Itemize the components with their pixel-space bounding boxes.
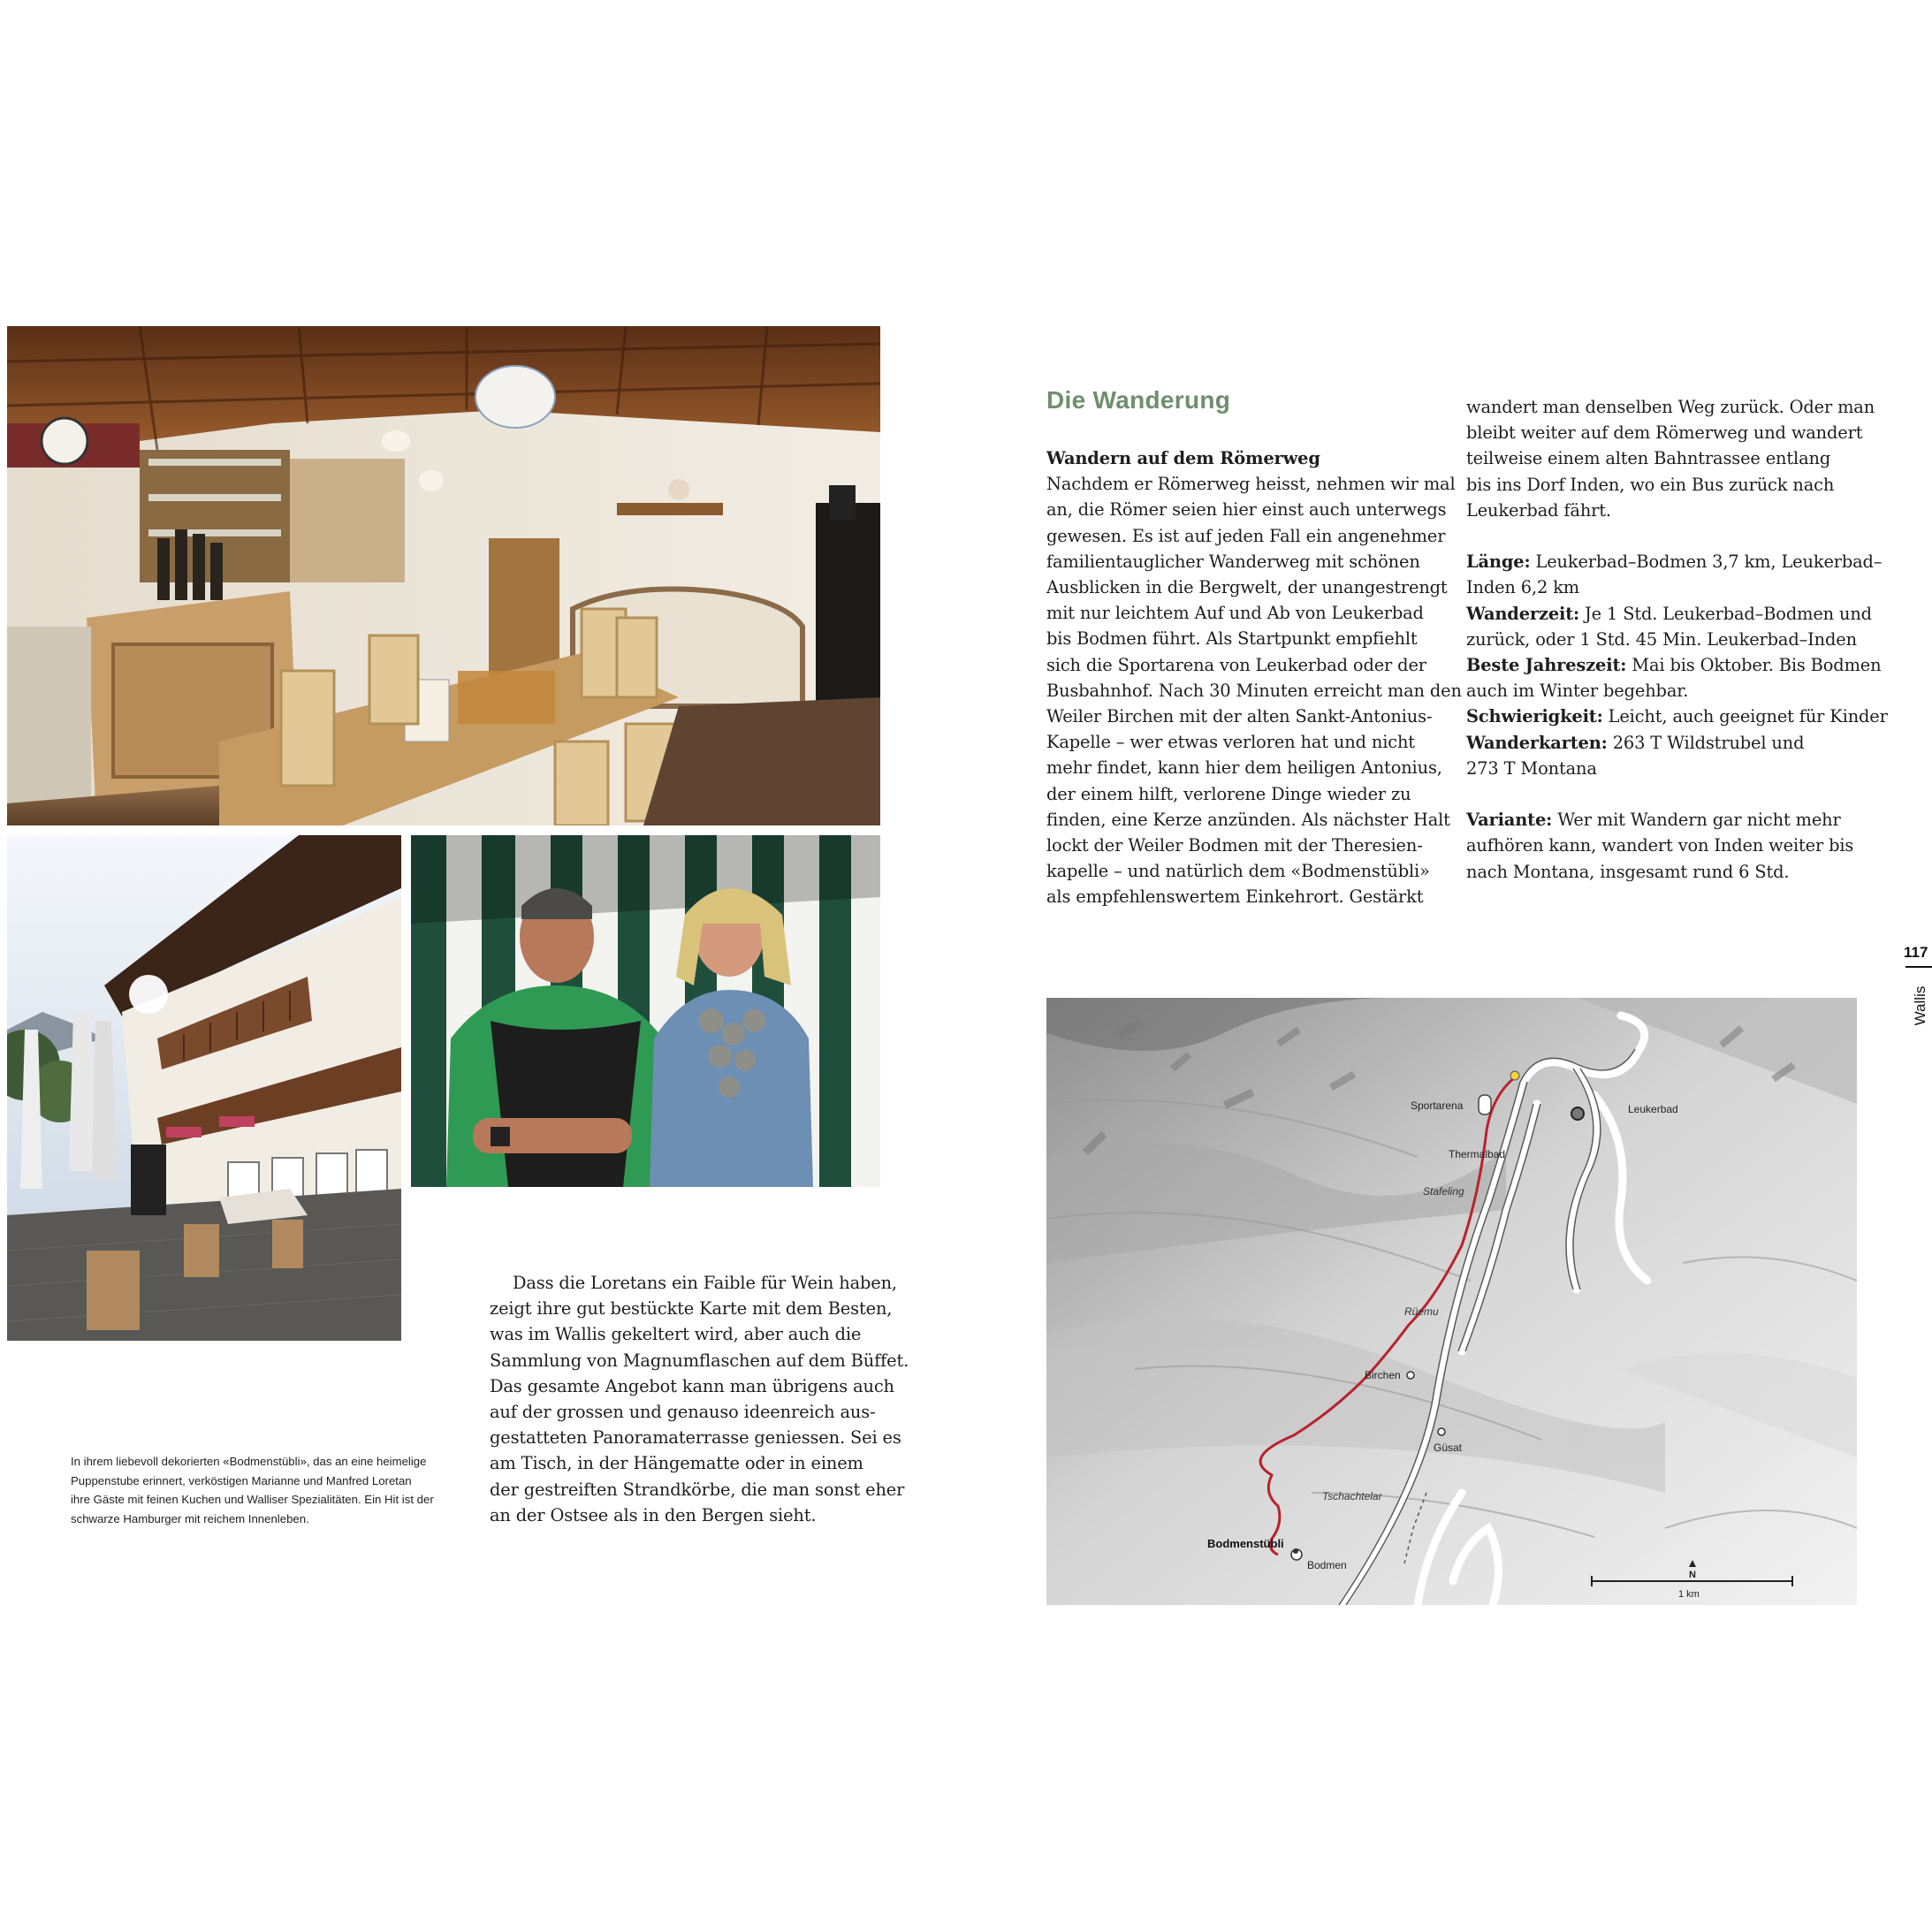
hike-line: Weiler Birchen mit der alten Sankt-Antonius-	[1046, 706, 1433, 727]
map-label-leukerbad: Leukerbad	[1628, 1103, 1678, 1115]
fact-text: Leukerbad–Bodmen 3,7 km, Leukerbad–	[1530, 551, 1883, 573]
fact-difficulty	[1466, 704, 1888, 729]
start-marker	[1510, 1071, 1519, 1080]
map-label-tschachtelar: Tschachtelar	[1322, 1490, 1382, 1502]
story-line: zeigt ihre gut bestückte Karte mit dem Besten,	[490, 1298, 893, 1320]
fact-label: Wanderzeit:	[1466, 603, 1580, 624]
bodmenstuebli-marker	[1293, 1548, 1298, 1554]
fact-cont: zurück, oder 1 Std. 45 Min. Leukerbad–Inden	[1466, 628, 1857, 650]
fact-text: 263 T Wildstrubel und	[1607, 732, 1805, 753]
hike-column-2	[1466, 394, 1888, 885]
map-label-bodmen: Bodmen	[1307, 1559, 1347, 1571]
variant-cont: nach Montana, insgesamt rund 6 Std.	[1466, 861, 1790, 882]
route-map	[1046, 998, 1857, 1605]
guesat-marker	[1438, 1428, 1445, 1435]
caption-line: schwarze Hamburger mit reichem Innenleben.	[71, 1511, 309, 1525]
section-heading: Die Wanderung	[1046, 386, 1231, 414]
scale-label: 1 km	[1678, 1589, 1700, 1600]
fact-text: Leicht, auch geeignet für Kinder	[1602, 706, 1888, 727]
hike-line: Ausblicken in die Bergwelt, der unangestrengt	[1046, 577, 1448, 598]
photo-caption	[71, 1452, 460, 1528]
story-paragraph	[490, 1270, 909, 1528]
fact-time	[1466, 601, 1888, 627]
map-label-guesat: Güsat	[1434, 1441, 1463, 1454]
map-label-bodmenstuebli: Bodmenstübli	[1207, 1537, 1284, 1550]
fact-maps	[1466, 730, 1888, 756]
fact-cont: 273 T Montana	[1466, 757, 1597, 779]
hike-line: bis ins Dorf Inden, wo ein Bus zurück nach	[1466, 474, 1835, 495]
fact-cont: auch im Winter begehbar.	[1466, 681, 1689, 702]
leukerbad-marker	[1571, 1107, 1584, 1120]
map-label-sportarena: Sportarena	[1411, 1099, 1464, 1112]
hike-line: bis Bodmen führt. Als Startpunkt empfiehlt	[1046, 628, 1418, 650]
story-line: am Tisch, in der Hängematte oder in einem	[490, 1453, 863, 1474]
interior-photo	[7, 326, 880, 825]
fact-label: Beste Jahreszeit:	[1466, 655, 1627, 676]
fact-label: Wanderkarten:	[1466, 732, 1608, 753]
variant	[1466, 807, 1888, 833]
hike-line: Nachdem er Römerweg heisst, nehmen wir mal	[1046, 474, 1456, 495]
story-line: was im Wallis gekeltert wird, aber auch die	[490, 1324, 862, 1345]
hike-line: sich die Sportarena von Leukerbad oder der	[1046, 654, 1426, 675]
story-line: gestatteten Panoramaterrasse geniessen. Sei es	[490, 1427, 901, 1449]
hike-line: der einem hilft, verlorene Dinge wieder zu	[1046, 783, 1411, 804]
hike-line: mit nur leichtem Auf und Ab von Leukerbad	[1046, 603, 1424, 624]
caption-line: In ihrem liebevoll dekorierten «Bodmenstübli», das an eine heimelige	[71, 1455, 427, 1468]
hike-line: lockt der Weiler Bodmen mit der Theresien-	[1046, 835, 1423, 856]
hike-line: bleibt weiter auf dem Römerweg und wandert	[1466, 422, 1863, 444]
hike-line: familientauglicher Wanderweg mit schönen	[1046, 551, 1420, 572]
story-line: Sammlung von Magnumflaschen auf dem Büffet.	[490, 1350, 909, 1371]
page-number: 117	[1904, 944, 1928, 961]
sportarena-marker	[1479, 1095, 1491, 1114]
hike-line: als empfehlenswertem Einkehrort. Gestärkt	[1046, 886, 1424, 908]
hike-line: Busbahnhof. Nach 30 Minuten erreicht man den	[1046, 680, 1462, 701]
map-label-ruemu: Rüemu	[1404, 1305, 1439, 1318]
exterior-photo	[7, 835, 401, 1341]
variant-text: Wer mit Wandern gar nicht mehr	[1552, 810, 1841, 831]
map-label-birchen: Birchen	[1365, 1369, 1401, 1381]
fact-label: Schwierigkeit:	[1466, 706, 1603, 727]
story-line: an der Ostsee als in den Bergen sieht.	[490, 1504, 817, 1525]
variant-label: Variante:	[1466, 810, 1553, 831]
hike-line: Leukerbad fährt.	[1466, 499, 1611, 521]
hike-line: finden, eine Kerze anzünden. Als nächster Halt	[1046, 809, 1450, 830]
map-label-stafeling: Stafeling	[1423, 1185, 1464, 1198]
fact-cont: Inden 6,2 km	[1466, 577, 1580, 598]
hike-line: teilweise einem alten Bahntrassee entlang	[1466, 448, 1831, 469]
fact-text: Je 1 Std. Leukerbad–Bodmen und	[1579, 603, 1872, 624]
variant-cont: aufhören kann, wandert von Inden weiter bis	[1466, 835, 1854, 856]
caption-line: ihre Gäste mit feinen Kuchen und Walliser Spezialitäten. Ein Hit ist der	[71, 1493, 434, 1506]
hike-line: kapelle – und natürlich dem «Bodmenstübli»	[1046, 861, 1430, 882]
story-line: der gestreiften Strandkörbe, die man sonst eher	[490, 1479, 905, 1500]
fact-season	[1466, 652, 1888, 678]
map-label-thermalbad: Thermalbad	[1449, 1148, 1506, 1160]
hike-line: an, die Römer seien hier einst auch unterwegs	[1046, 499, 1447, 521]
fact-label: Länge:	[1466, 551, 1531, 573]
hike-subheading: Wandern auf dem Römerweg	[1046, 448, 1320, 468]
hike-line: mehr findet, kann hier dem heiligen Antonius,	[1046, 757, 1442, 779]
hike-line: gewesen. Es ist auf jeden Fall ein angenehmer	[1046, 525, 1446, 546]
fact-length	[1466, 549, 1888, 574]
story-line: Das gesamte Angebot kann man übrigens auch	[490, 1375, 894, 1396]
fact-text: Mai bis Oktober. Bis Bodmen	[1626, 655, 1882, 676]
hike-line: Kapelle – wer etwas verloren hat und nicht	[1046, 732, 1415, 753]
caption-line: Puppenstube erinnert, verköstigen Marianne und Manfred Loretan	[71, 1473, 412, 1487]
birchen-marker	[1407, 1372, 1414, 1379]
hike-line: wandert man denselben Weg zurück. Oder man	[1466, 397, 1875, 417]
hike-column-1	[1046, 445, 1462, 910]
north-label: N	[1689, 1570, 1696, 1580]
story-line: Dass die Loretans ein Faible für Wein haben,	[513, 1273, 897, 1293]
section-label: Wallis	[1912, 985, 1928, 1026]
portrait-photo	[411, 835, 880, 1187]
story-line: auf der grossen und genauso ideenreich aus-	[490, 1402, 876, 1423]
